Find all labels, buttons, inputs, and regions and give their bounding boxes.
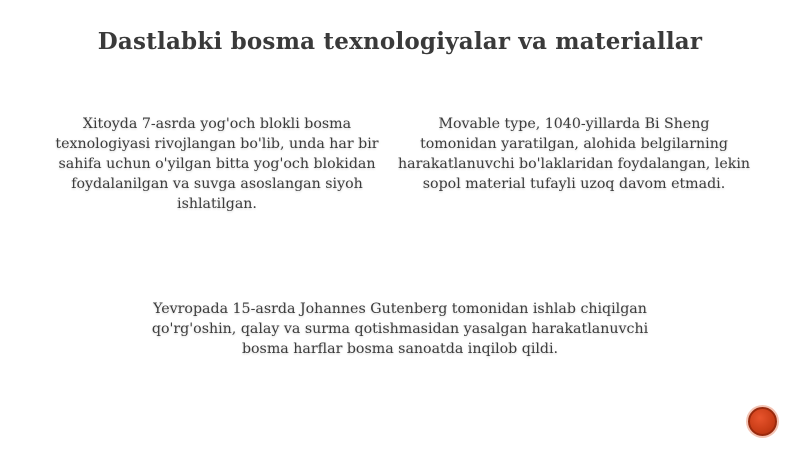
circle-button-icon[interactable] (748, 407, 777, 436)
paragraph-gutenberg: Yevropada 15-asrda Johannes Gutenberg tomonidan ishlab chiqilgan qo'rg'oshin, qalay va surma qotishmasidan yasalgan harakatlanuvchi bosma harflar bosma sanoatda inqilob qildi. (151, 301, 649, 357)
paragraph-movable-type: Movable type, 1040-yillarda Bi Sheng tomonidan yaratilgan, alohida belgilarning harakatlanuvchi bo'laklaridan foydalangan, lekin sopol material tufayli uzoq davom etmadi. (398, 116, 751, 192)
slide-title: Dastlabki bosma texnologiyalar va materiallar (97, 28, 703, 55)
paragraph-woodblock-printing: Xitoyda 7-asrda yog'och blokli bosma texnologiyasi rivojlangan bo'lib, unda har bir sahifa uchun o'yilgan bitta yog'och blokidan foydalanilgan va suvga asoslangan siyoh ishlatilgan. (55, 116, 379, 212)
